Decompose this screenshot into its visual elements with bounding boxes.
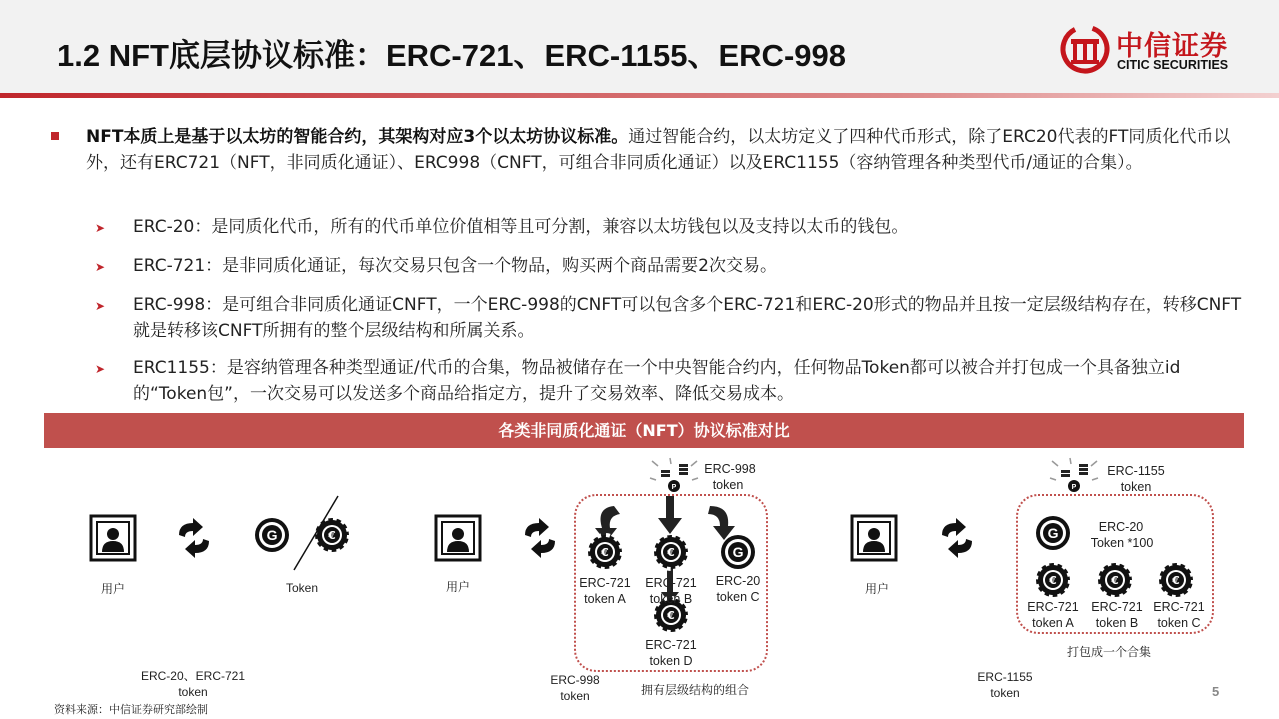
chevron-right-icon: ➤ bbox=[95, 221, 106, 235]
main-paragraph bbox=[86, 124, 1246, 176]
g2-d-label-1: ERC-721 bbox=[645, 638, 697, 652]
g3-a-label-2: token A bbox=[1032, 616, 1074, 630]
chevron-right-icon: ➤ bbox=[95, 299, 106, 313]
para-rest: 通过智能合约，以太坊定义了四种代币形式，除了ERC20代表的FT同质化代币以外，还有ERC721（NFT，非同质化通证）、ERC998（CNFT，可组合非同质化通证）以及ERC1155（容纳管理各种类型代币/通证的合集）。 bbox=[86, 127, 1231, 173]
token-icon bbox=[250, 510, 360, 570]
g2-a-label-1: ERC-721 bbox=[579, 576, 631, 590]
g1-caption-2: token bbox=[178, 685, 208, 699]
g3-caption-1: ERC-1155 bbox=[977, 670, 1033, 684]
g-coin-icon bbox=[1033, 514, 1073, 554]
g3-c-label-2: token C bbox=[1157, 616, 1201, 630]
para-bold: NFT本质上是基于以太坊的智能合约，其架构对应3个以太坊协议标准。 bbox=[86, 127, 629, 147]
figure-banner: 各类非同质化通证（NFT）协议标准对比 bbox=[44, 413, 1244, 448]
g2-b-label-2: token B bbox=[649, 592, 693, 606]
header-divider bbox=[0, 93, 1279, 98]
user-portrait-icon bbox=[436, 516, 480, 560]
citic-emblem-icon bbox=[1060, 22, 1110, 74]
page-number: 5 bbox=[1212, 684, 1220, 699]
g2-a-label-2: token A bbox=[584, 592, 626, 606]
chevron-right-icon: ➤ bbox=[95, 260, 106, 274]
g2-caption-1: ERC-998 bbox=[550, 673, 600, 687]
g1-token-label: Token bbox=[285, 581, 319, 595]
g2-top-label-2: token bbox=[712, 478, 744, 492]
g2-user-label: 用户 bbox=[445, 580, 470, 594]
bullet-erc721: ERC-721：是非同质化通证，每次交易只包含一个物品，购买两个商品需要2次交易。 bbox=[133, 256, 777, 276]
g-coin-icon bbox=[718, 533, 758, 573]
bullet-erc20: ERC-20：是同质化代币，所有的代币单位价值相等且可分割，兼容以太坊钱包以及支持以太币的钱包。 bbox=[133, 217, 909, 237]
swap-arrows-icon bbox=[523, 521, 557, 557]
g3-b-label-1: ERC-721 bbox=[1091, 600, 1143, 614]
g3-e-label-2: Token *100 bbox=[1090, 536, 1154, 550]
g2-caption-2: token bbox=[560, 689, 590, 703]
g3-e-label-1: ERC-20 bbox=[1098, 520, 1144, 534]
logo-text-en: CITIC SECURITIES bbox=[1117, 58, 1229, 72]
g3-description: 打包成一个合集 bbox=[1066, 645, 1151, 659]
chip-icon bbox=[585, 533, 625, 573]
g3-c-label-1: ERC-721 bbox=[1153, 600, 1205, 614]
g1-user-label: 用户 bbox=[100, 582, 125, 596]
chip-icon bbox=[1156, 561, 1196, 601]
swap-arrows-icon bbox=[940, 521, 974, 557]
g3-a-label-1: ERC-721 bbox=[1027, 600, 1079, 614]
g3-caption-2: token bbox=[990, 686, 1020, 700]
g2-top-label-1: ERC-998 bbox=[704, 462, 756, 476]
source-note: 资料来源：中信证券研究部绘制 bbox=[54, 703, 208, 716]
swap-arrows-icon bbox=[177, 521, 211, 557]
logo-text-cn: 中信证券 bbox=[1116, 31, 1228, 62]
chip-icon bbox=[651, 533, 691, 573]
g3-b-label-2: token B bbox=[1095, 616, 1139, 630]
bullet-erc998: ERC-998：是可组合非同质化通证CNFT，一个ERC-998的CNFT可以包含多个ERC-721和ERC-20形式的物品并且按一定层级结构存在，转移CNFT就是转移该CNFT所拥有的整个层级结构和所属关系。 bbox=[133, 295, 1242, 341]
g2-c-label-2: token C bbox=[716, 590, 760, 604]
bullet-erc1155: ERC1155：是容纳管理各种类型通证/代币的合集，物品被储存在一个中央智能合约内，任何物品Token都可以被合并打包成一个具备独立id的“Token包”，一次交易可以发送多个商品给指定方，提升了交易效率、降低交易成本。 bbox=[133, 358, 1181, 404]
bullet-square bbox=[51, 132, 59, 140]
chip-icon bbox=[1033, 561, 1073, 601]
user-portrait-icon bbox=[91, 516, 135, 560]
citic-logo bbox=[1060, 22, 1260, 77]
g1-caption-1: ERC-20、ERC-721 bbox=[140, 669, 246, 683]
user-portrait-icon bbox=[852, 516, 896, 560]
coin-stack-icon bbox=[1050, 470, 1100, 510]
g3-top-label-1: ERC-1155 bbox=[1107, 464, 1165, 478]
arrow-to-b-icon bbox=[658, 496, 682, 534]
chevron-right-icon: ➤ bbox=[95, 362, 106, 376]
g3-user-label: 用户 bbox=[864, 582, 889, 596]
chip-icon bbox=[1095, 561, 1135, 601]
g2-c-label-1: ERC-20 bbox=[715, 574, 761, 588]
g2-description: 拥有层级结构的组合 bbox=[640, 683, 749, 697]
g2-d-label-2: token D bbox=[649, 654, 693, 668]
g2-b-label-1: ERC-721 bbox=[645, 576, 697, 590]
g3-top-label-2: token bbox=[1120, 480, 1152, 494]
page-title: 1.2 NFT底层协议标准：ERC-721、ERC-1155、ERC-998 bbox=[57, 38, 846, 73]
